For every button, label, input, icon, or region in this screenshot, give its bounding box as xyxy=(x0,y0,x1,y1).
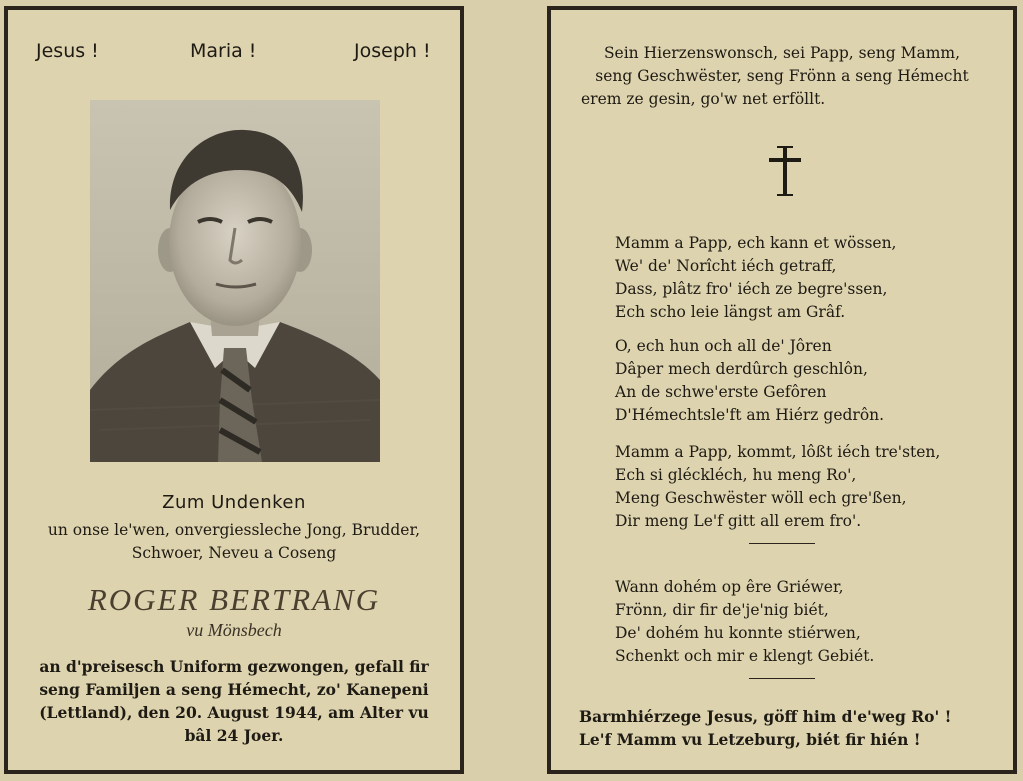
verse-line: De' dohém hu konnte stiérwen, xyxy=(615,624,861,642)
divider xyxy=(749,543,815,544)
verse-line: D'Hémechtsle'ft am Hiérz gedrôn. xyxy=(615,406,885,424)
verse-line: Ech scho leie längst am Grâf. xyxy=(615,303,846,321)
portrait-photo xyxy=(90,100,380,462)
intro-line: seng Geschwëster, seng Frönn a seng Hémecht xyxy=(595,67,969,85)
invocation-maria: Maria ! xyxy=(190,40,257,62)
verse-line: Dâper mech derdûrch geschlôn, xyxy=(615,360,868,378)
verse-line: Schenkt och mir e klengt Gebiét. xyxy=(615,647,875,665)
dedication-line: un onse le'wen, onvergiessleche Jong, Brudder, xyxy=(47,521,421,539)
verse-line: We' de' Norîcht iéch getraff, xyxy=(615,257,837,275)
verse-line: Mamm a Papp, ech kann et wössen, xyxy=(615,234,897,252)
divider xyxy=(749,678,815,679)
verse-line: An de schwe'erste Gefôren xyxy=(615,383,827,401)
place-of-origin: vu Mönsbech xyxy=(186,620,282,640)
verse-line: Meng Geschwëster wöll ech gre'ßen, xyxy=(615,489,907,507)
intro-line: Sein Hierzenswonsch, sei Papp, seng Mamm, xyxy=(603,44,961,62)
invocation-jesus: Jesus ! xyxy=(36,40,99,62)
closing-prayer-line: Le'f Mamm vu Letzeburg, biét fir hién ! xyxy=(579,730,921,749)
verse-line: Mamm a Papp, kommt, lôßt iéch tre'sten, xyxy=(615,443,941,461)
verse-line: O, ech hun och all de' Jôren xyxy=(615,337,832,355)
verse-line: Ech si gléckléch, hu meng Ro', xyxy=(615,466,857,484)
death-notice-line: bâl 24 Joer. xyxy=(184,726,284,745)
verse-line: Frönn, dir fir de'je'nig biét, xyxy=(615,601,829,619)
verse-line: Dass, plâtz fro' iéch ze begre'ssen, xyxy=(615,280,888,298)
latin-cross-icon xyxy=(767,144,803,198)
death-notice-line: (Lettland), den 20. August 1944, am Alter vu xyxy=(39,703,429,722)
verse-line: Dir meng Le'f gitt all erem fro'. xyxy=(615,512,862,530)
death-notice-line: an d'preisesch Uniform gezwongen, gefall fir xyxy=(39,657,429,676)
deceased-name: ROGER BERTRANG xyxy=(87,582,381,617)
closing-prayer-line: Barmhiérzege Jesus, göff him d'e'weg Ro' ! xyxy=(579,707,952,726)
intro-line: erem ze gesin, go'w net erföllt. xyxy=(581,90,826,108)
memorial-card-right xyxy=(547,6,1017,774)
dedication-line: Schwoer, Neveu a Coseng xyxy=(131,544,337,562)
death-notice-line: seng Familjen a seng Hémecht, zo' Kanepeni xyxy=(39,680,429,699)
verse-line: Wann dohém op êre Griéwer, xyxy=(615,578,844,596)
invocation-joseph: Joseph ! xyxy=(354,40,431,62)
memorial-card-left xyxy=(4,6,464,774)
memoriam-title: Zum Undenken xyxy=(162,492,306,513)
